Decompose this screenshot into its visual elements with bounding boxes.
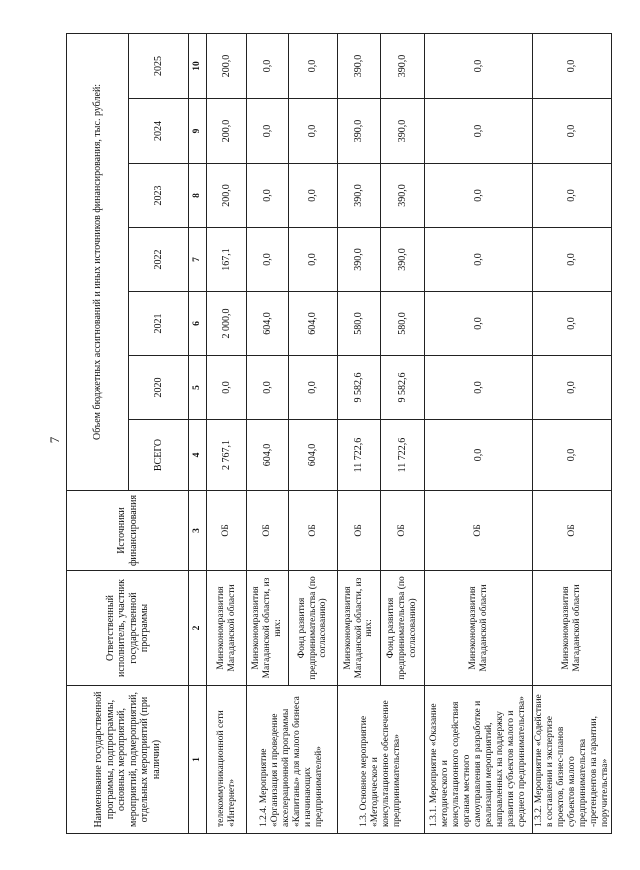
row-source: ОБ bbox=[338, 491, 381, 571]
table-row bbox=[247, 33, 289, 833]
value-cell: 390,0 bbox=[381, 228, 425, 292]
column-number: 4 bbox=[189, 420, 207, 491]
value-cell: 0,0 bbox=[425, 164, 533, 228]
value-cell: 0,0 bbox=[425, 292, 533, 356]
header-total: ВСЕГО bbox=[129, 420, 189, 491]
value-cell: 580,0 bbox=[381, 292, 425, 356]
table-row bbox=[207, 33, 247, 833]
value-cell: 167,1 bbox=[207, 228, 247, 292]
value-cell: 0,0 bbox=[533, 33, 612, 98]
value-cell: 0,0 bbox=[533, 164, 612, 228]
header-year: 2023 bbox=[129, 164, 189, 228]
value-cell: 604,0 bbox=[289, 420, 338, 491]
value-cell: 0,0 bbox=[289, 99, 338, 164]
header-name: Наименование государственной программы, подпрограммы, основных мероприятий, мероприятий, подмероприятий, отдельных мероприятий (при наличии) bbox=[67, 686, 189, 834]
value-cell: 604,0 bbox=[247, 292, 289, 356]
row-source: ОБ bbox=[207, 491, 247, 571]
column-number: 3 bbox=[189, 491, 207, 571]
page-number: 7 bbox=[47, 436, 62, 444]
value-cell: 0,0 bbox=[289, 228, 338, 292]
value-cell: 390,0 bbox=[381, 33, 425, 98]
table-row bbox=[425, 33, 533, 833]
table-row bbox=[338, 33, 381, 833]
row-responsible: Фонд развития предпринимательства (по согласованию) bbox=[289, 571, 338, 686]
column-number: 5 bbox=[189, 356, 207, 420]
row-source: ОБ bbox=[381, 491, 425, 571]
row-source: ОБ bbox=[533, 491, 612, 571]
value-cell: 2 000,0 bbox=[207, 292, 247, 356]
value-cell: 2 767,1 bbox=[207, 420, 247, 491]
value-cell: 604,0 bbox=[247, 420, 289, 491]
financing-table bbox=[66, 33, 612, 834]
column-number: 2 bbox=[189, 571, 207, 686]
column-number: 6 bbox=[189, 292, 207, 356]
column-number: 8 bbox=[189, 164, 207, 228]
header-year: 2022 bbox=[129, 228, 189, 292]
value-cell: 9 582,6 bbox=[381, 356, 425, 420]
value-cell: 0,0 bbox=[425, 356, 533, 420]
value-cell: 200,0 bbox=[207, 164, 247, 228]
value-cell: 0,0 bbox=[425, 99, 533, 164]
row-name: телекоммуникационной сети «Интернет» bbox=[207, 686, 247, 834]
value-cell: 0,0 bbox=[247, 356, 289, 420]
value-cell: 390,0 bbox=[381, 164, 425, 228]
row-responsible: Минэкономразвития Магаданской области bbox=[533, 571, 612, 686]
row-responsible: Фонд развития предпринимательства (по согласованию) bbox=[381, 571, 425, 686]
value-cell: 11 722,6 bbox=[338, 420, 381, 491]
header-year: 2021 bbox=[129, 292, 189, 356]
value-cell: 0,0 bbox=[533, 228, 612, 292]
value-cell: 0,0 bbox=[247, 164, 289, 228]
value-cell: 0,0 bbox=[425, 33, 533, 98]
value-cell: 0,0 bbox=[289, 33, 338, 98]
value-cell: 0,0 bbox=[533, 356, 612, 420]
value-cell: 390,0 bbox=[381, 99, 425, 164]
value-cell: 0,0 bbox=[247, 99, 289, 164]
row-source: ОБ bbox=[247, 491, 289, 571]
value-cell: 0,0 bbox=[533, 292, 612, 356]
value-cell: 0,0 bbox=[207, 356, 247, 420]
row-source: ОБ bbox=[425, 491, 533, 571]
row-responsible: Минэкономразвития Магаданской области, из них: bbox=[247, 571, 289, 686]
value-cell: 0,0 bbox=[533, 420, 612, 491]
value-cell: 0,0 bbox=[533, 99, 612, 164]
header-source: Источники финансирования bbox=[67, 491, 189, 571]
value-cell: 390,0 bbox=[338, 228, 381, 292]
row-name: 1.2.4. Мероприятие «Организация и проведение акселерационной программы «Капитаны» для малого бизнеса и начинающих предпринимателей» bbox=[247, 686, 338, 834]
header-year: 2024 bbox=[129, 99, 189, 164]
row-name: 1.3.1. Мероприятие «Оказание методического и консультационного содействия органам местного самоуправления в разработке и реализации мероприятий, направленных на поддержку развития субъектов малого и среднего предпринимательства» bbox=[425, 686, 533, 834]
value-cell: 0,0 bbox=[425, 420, 533, 491]
header-year: 2020 bbox=[129, 356, 189, 420]
value-cell: 11 722,6 bbox=[381, 420, 425, 491]
row-name: 1.3. Основное мероприятие «Методическое и консультационное обеспечение предпринимательства» bbox=[338, 686, 425, 834]
row-name: 1.3.2. Мероприятие «Содействие в составлении и экспертизе проектов, бизнес-планов субъектов малого предпринимательства -претендентов на гарантии, поручительства» bbox=[533, 686, 612, 834]
value-cell: 0,0 bbox=[289, 356, 338, 420]
row-responsible: Минэкономразвития Магаданской области, из них: bbox=[338, 571, 381, 686]
header-year: 2025 bbox=[129, 33, 189, 98]
table-row bbox=[533, 33, 612, 833]
value-cell: 604,0 bbox=[289, 292, 338, 356]
row-responsible: Минэкономразвития Магаданской области bbox=[207, 571, 247, 686]
column-number: 1 bbox=[189, 686, 207, 834]
value-cell: 9 582,6 bbox=[338, 356, 381, 420]
value-cell: 0,0 bbox=[247, 33, 289, 98]
value-cell: 390,0 bbox=[338, 99, 381, 164]
column-number: 9 bbox=[189, 99, 207, 164]
value-cell: 0,0 bbox=[289, 164, 338, 228]
value-cell: 200,0 bbox=[207, 33, 247, 98]
header-volume: Объем бюджетных ассигнований и иных источников финансирования, тыс. рублей: bbox=[67, 33, 129, 490]
value-cell: 0,0 bbox=[247, 228, 289, 292]
value-cell: 390,0 bbox=[338, 33, 381, 98]
value-cell: 0,0 bbox=[425, 228, 533, 292]
rotated-table-container bbox=[66, 34, 610, 834]
column-number: 7 bbox=[189, 228, 207, 292]
row-source: ОБ bbox=[289, 491, 338, 571]
row-responsible: Минэкономразвития Магаданской области bbox=[425, 571, 533, 686]
column-number: 10 bbox=[189, 33, 207, 98]
value-cell: 200,0 bbox=[207, 99, 247, 164]
header-responsible: Ответственный исполнитель, участник государственной программы bbox=[67, 571, 189, 686]
value-cell: 580,0 bbox=[338, 292, 381, 356]
value-cell: 390,0 bbox=[338, 164, 381, 228]
